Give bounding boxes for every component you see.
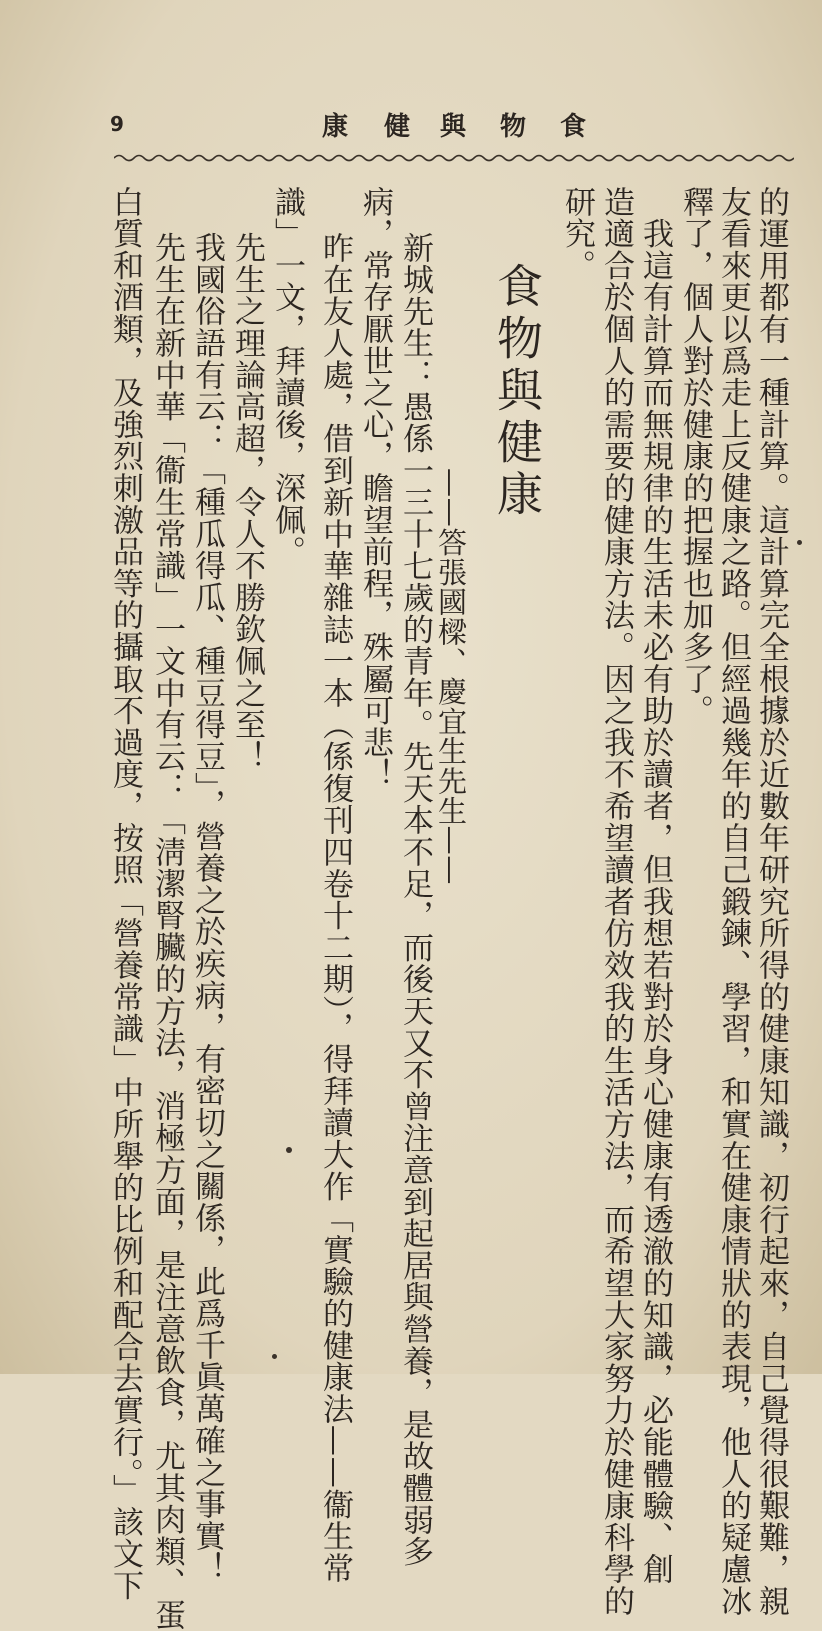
article-title: 食物與健康 xyxy=(490,262,544,522)
text-column: 的運用都有一種計算。這計算完全根據於近數年研究所得的健康知識，初行起來，自己覺得很艱難，親 xyxy=(753,186,789,1617)
text-column: 釋了，個人對於健康的把握也加多了。 xyxy=(677,186,713,727)
running-head-char: 康 xyxy=(322,112,349,142)
text-column: 我國俗語有云：「種瓜得瓜、種豆得豆」，營養之於疾病，有密切之關係，此爲千眞萬確之事實！ xyxy=(189,200,225,1584)
ink-speck xyxy=(286,1147,292,1153)
text-column: 昨在友人處，借到新中華雜誌一本（係復刊四卷十二期），得拜讀大作「實驗的健康法——衞生常 xyxy=(317,232,353,1584)
text-column: 造適合於個人的需要的健康方法。因之我不希望讀者仿效我的生活方法，而希望大家努力於健康科學的 xyxy=(598,186,634,1617)
article-subtitle: ——答張國樑、慶宜生先生—— xyxy=(434,468,468,886)
text-column: 我這有計算而無規律的生活未必有助於讀者，但我想若對於身心健康有透澈的知識，必能體驗、創 xyxy=(637,186,673,1586)
running-head xyxy=(0,106,822,146)
running-head-char: 物 xyxy=(500,112,527,142)
running-head-char: 與 xyxy=(440,112,467,142)
ink-speck xyxy=(797,540,802,545)
text-column: 白質和酒類，及強烈刺激品等的攝取不過度，按照「營養常識」中所舉的比例和配合去實行。」該文下 xyxy=(107,186,143,1602)
text-column: 先生之理論高超，令人不勝欽佩之至！ xyxy=(229,200,265,773)
ink-speck xyxy=(272,1354,277,1359)
running-head-char: 健 xyxy=(384,112,411,142)
text-column: 友看來更以爲走上反健康之路。但經過幾年的自己鍛鍊、學習，和實在健康情狀的表現，他人的疑慮冰 xyxy=(715,186,751,1617)
running-head-char: 食 xyxy=(560,112,587,142)
text-column: 新城先生：愚係一三十七歲的青年。先天本不足，而後天又不曾注意到起居與營養，是故體弱多 xyxy=(397,232,433,1568)
text-column: 病，常存厭世之心，瞻望前程，殊屬可悲！ xyxy=(357,186,393,791)
page-number: 9 xyxy=(110,112,124,136)
text-column: 研究。 xyxy=(559,186,595,282)
text-column: 識」一文，拜讀後，深佩。 xyxy=(269,186,305,568)
header-wavy-rule xyxy=(114,150,794,166)
text-column: 先生在新中華「衞生常識」一文中有云：「淸潔腎臟的方法，消極方面，是注意飲食，尤其肉類、蛋 xyxy=(149,200,185,1631)
